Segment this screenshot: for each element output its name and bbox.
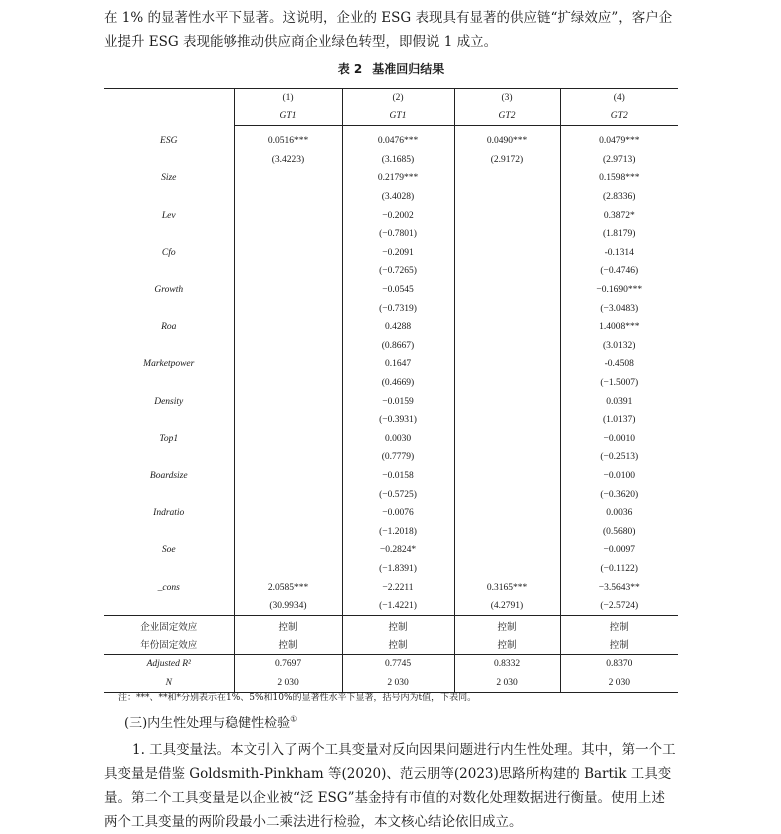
row-blank	[104, 485, 234, 504]
stat-value: 2 030	[342, 673, 454, 692]
coefficient	[234, 244, 342, 263]
coefficient: −0.2091	[342, 244, 454, 263]
table-row-tstat	[104, 262, 678, 281]
coefficient	[234, 281, 342, 300]
coefficient	[234, 206, 342, 225]
row-variable: ESG	[160, 136, 178, 147]
row-blank	[104, 522, 234, 541]
stat-value: 2 030	[454, 673, 560, 692]
t-value	[234, 299, 342, 318]
column-number: (4)	[560, 89, 678, 108]
t-value	[454, 225, 560, 244]
coefficient: 0.1647	[342, 355, 454, 374]
column-dependent-var: GT2	[454, 107, 560, 126]
coefficient	[234, 318, 342, 337]
table-row-tstat	[104, 560, 678, 579]
t-value	[454, 188, 560, 207]
table-row-tstat	[104, 299, 678, 318]
row-blank	[104, 597, 234, 616]
table-row	[104, 467, 678, 486]
fixed-effect-label: 企业固定效应	[104, 616, 234, 635]
t-value	[454, 448, 560, 467]
t-value: (3.1685)	[342, 151, 454, 170]
column-dependent-var: GT1	[234, 107, 342, 126]
coefficient	[454, 392, 560, 411]
t-value	[234, 337, 342, 356]
stat-value: 0.7745	[342, 654, 454, 673]
coefficient: 0.4288	[342, 318, 454, 337]
table-note: 注：***、**和*分别表示在1%、5%和10%的显著性水平下显著，括号内为t值，下表同。	[118, 693, 477, 703]
t-value	[454, 411, 560, 430]
t-value: (0.7779)	[342, 448, 454, 467]
coefficient	[454, 504, 560, 523]
coefficient: −0.0159	[342, 392, 454, 411]
t-value: (−1.5007)	[560, 374, 678, 393]
t-value: (3.0132)	[560, 337, 678, 356]
row-variable: Top1	[159, 433, 179, 444]
row-blank	[104, 448, 234, 467]
coefficient: −0.0010	[560, 430, 678, 449]
table-row	[104, 578, 678, 597]
row-variable: Growth	[154, 285, 184, 296]
header-row-numbers	[104, 89, 678, 108]
fixed-effect-label: 年份固定效应	[140, 641, 198, 652]
coefficient: −2.2211	[342, 578, 454, 597]
fixed-effect-row	[104, 616, 678, 635]
stat-value: 2 030	[234, 673, 342, 692]
table-row	[104, 430, 678, 449]
fixed-effect-value: 控制	[342, 616, 454, 635]
coefficient	[234, 355, 342, 374]
row-blank	[104, 225, 234, 244]
stat-value: 2 030	[560, 673, 678, 692]
table-row	[104, 318, 678, 337]
coefficient: −0.0076	[342, 504, 454, 523]
footnote-mark: ①	[290, 714, 298, 724]
t-value	[234, 225, 342, 244]
table-caption: 基准回归结果	[372, 62, 445, 76]
t-value: (−3.0483)	[560, 299, 678, 318]
table-row-tstat	[104, 188, 678, 207]
t-value: (−0.3620)	[560, 485, 678, 504]
fixed-effect-value: 控制	[454, 616, 560, 635]
table-row-tstat	[104, 597, 678, 616]
coefficient	[454, 467, 560, 486]
coefficient: 0.0036	[560, 504, 678, 523]
header-blank	[104, 89, 234, 108]
row-blank	[104, 299, 234, 318]
table-row	[104, 541, 678, 560]
t-value	[454, 560, 560, 579]
regression-table	[104, 88, 678, 693]
coefficient: 0.1598***	[560, 169, 678, 188]
coefficient: -0.4508	[560, 355, 678, 374]
coefficient: 0.0030	[342, 430, 454, 449]
table-row-tstat	[104, 485, 678, 504]
t-value: (−1.8391)	[342, 560, 454, 579]
coefficient	[454, 244, 560, 263]
t-value: (−0.4746)	[560, 262, 678, 281]
table-row-tstat	[104, 225, 678, 244]
t-value: (−0.2513)	[560, 448, 678, 467]
table-row-tstat	[104, 374, 678, 393]
coefficient: 0.3165***	[454, 578, 560, 597]
coefficient	[234, 169, 342, 188]
row-variable: Soe	[161, 545, 176, 556]
coefficient: 2.0585***	[234, 578, 342, 597]
table-row-tstat	[104, 522, 678, 541]
row-variable: Size	[161, 173, 177, 184]
t-value: (1.0137)	[560, 411, 678, 430]
t-value: (1.8179)	[560, 225, 678, 244]
row-variable: Boardsize	[149, 470, 188, 481]
t-value: (3.4028)	[342, 188, 454, 207]
row-blank	[104, 560, 234, 579]
coefficient: −0.2002	[342, 206, 454, 225]
table-row-tstat	[104, 448, 678, 467]
coefficient: −0.0545	[342, 281, 454, 300]
coefficient: 0.2179***	[342, 169, 454, 188]
stat-row	[104, 654, 678, 673]
coefficient	[454, 541, 560, 560]
column-number: (2)	[342, 89, 454, 108]
t-value: (30.9934)	[234, 597, 342, 616]
fixed-effect-value: 控制	[234, 616, 342, 635]
table-row-tstat	[104, 151, 678, 170]
coefficient	[454, 281, 560, 300]
t-value: (2.9713)	[560, 151, 678, 170]
fixed-effect-row	[104, 635, 678, 654]
row-variable: Cfo	[161, 247, 176, 258]
stat-value: 0.7697	[234, 654, 342, 673]
fixed-effect-value: 控制	[342, 635, 454, 654]
t-value: (−0.7319)	[342, 299, 454, 318]
t-value: (−0.1122)	[560, 560, 678, 579]
row-variable: Marketpower	[143, 359, 195, 370]
t-value: (−1.4221)	[342, 597, 454, 616]
header-blank	[104, 107, 234, 126]
t-value	[454, 374, 560, 393]
t-value: (−0.3931)	[342, 411, 454, 430]
row-variable: _cons	[157, 582, 180, 593]
t-value	[454, 262, 560, 281]
row-blank	[104, 337, 234, 356]
coefficient	[234, 430, 342, 449]
t-value	[234, 188, 342, 207]
coefficient: 0.0479***	[560, 126, 678, 151]
coefficient: -0.1314	[560, 244, 678, 263]
coefficient	[454, 169, 560, 188]
coefficient: −0.0100	[560, 467, 678, 486]
row-variable: Roa	[161, 322, 177, 333]
fixed-effect-value: 控制	[560, 616, 678, 635]
row-blank	[104, 151, 234, 170]
t-value: (0.5680)	[560, 522, 678, 541]
row-blank	[104, 374, 234, 393]
section-heading	[124, 712, 297, 731]
column-dependent-var: GT1	[342, 107, 454, 126]
intro-paragraph: 在 1% 的显著性水平下显著。这说明，企业的 ESG 表现具有显著的供应链“扩绿效应”，客户企业提升 ESG 表现能够推动供应商企业绿色转型，即假说 1 成立。	[104, 10, 673, 50]
fixed-effect-value: 控制	[234, 635, 342, 654]
table-title	[104, 60, 678, 77]
table-row	[104, 355, 678, 374]
stat-label: N	[104, 673, 234, 692]
t-value	[454, 522, 560, 541]
table-row	[104, 392, 678, 411]
t-value: (0.4669)	[342, 374, 454, 393]
t-value: (−2.5724)	[560, 597, 678, 616]
table-row	[104, 169, 678, 188]
t-value	[234, 262, 342, 281]
t-value	[454, 299, 560, 318]
stat-label: Adjusted R²	[104, 654, 234, 673]
table-row-tstat	[104, 411, 678, 430]
coefficient	[234, 541, 342, 560]
t-value: (−0.7265)	[342, 262, 454, 281]
coefficient	[454, 318, 560, 337]
t-value: (−0.5725)	[342, 485, 454, 504]
t-value	[454, 485, 560, 504]
coefficient: −0.1690***	[560, 281, 678, 300]
coefficient: 1.4008***	[560, 318, 678, 337]
coefficient	[454, 206, 560, 225]
table-row-tstat	[104, 337, 678, 356]
row-blank	[104, 411, 234, 430]
coefficient: 0.0391	[560, 392, 678, 411]
row-variable: Lev	[161, 210, 176, 221]
coefficient	[234, 467, 342, 486]
table-number: 表 2	[337, 62, 363, 76]
table-row	[104, 126, 678, 151]
table-row	[104, 504, 678, 523]
row-variable: Indratio	[153, 508, 185, 519]
column-dependent-var: GT2	[560, 107, 678, 126]
coefficient	[234, 504, 342, 523]
fixed-effect-value: 控制	[454, 635, 560, 654]
column-number: (3)	[454, 89, 560, 108]
section-paragraph: 1. 工具变量法。本文引入了两个工具变量对反向因果问题进行内生性处理。其中，第一个工具变量是借鉴 Goldsmith-Pinkham 等(2020)、范云朋等(2023)思路所构建的 Bartik 工具变量。第二个工具变量是以企业被“泛 ESG”基金持有市值的对数化处理数据进行衡量。使用上述两个工具变量的两阶段最小二乘法进行检验，本文核心结论依旧成立。	[104, 742, 676, 830]
section-heading-text: (三)内生性处理与稳健性检验	[124, 716, 291, 731]
t-value: (4.2791)	[454, 597, 560, 616]
coefficient: −0.2824*	[342, 541, 454, 560]
coefficient: 0.0516***	[234, 126, 342, 151]
stat-value: 0.8370	[560, 654, 678, 673]
coefficient	[454, 355, 560, 374]
t-value	[234, 522, 342, 541]
coefficient	[234, 392, 342, 411]
coefficient: −0.0097	[560, 541, 678, 560]
t-value	[234, 374, 342, 393]
row-blank	[104, 188, 234, 207]
row-blank	[104, 262, 234, 281]
t-value: (−1.2018)	[342, 522, 454, 541]
column-number: (1)	[234, 89, 342, 108]
coefficient: 0.0490***	[454, 126, 560, 151]
t-value	[454, 337, 560, 356]
t-value: (−0.7801)	[342, 225, 454, 244]
coefficient: −3.5643**	[560, 578, 678, 597]
table-row	[104, 206, 678, 225]
header-row-dv	[104, 107, 678, 126]
table-row	[104, 281, 678, 300]
stat-value: 0.8332	[454, 654, 560, 673]
table-row	[104, 244, 678, 263]
coefficient: 0.0476***	[342, 126, 454, 151]
t-value: (2.9172)	[454, 151, 560, 170]
t-value	[234, 411, 342, 430]
row-variable: Density	[154, 396, 184, 407]
t-value	[234, 448, 342, 467]
t-value: (3.4223)	[234, 151, 342, 170]
coefficient	[454, 430, 560, 449]
coefficient: 0.3872*	[560, 206, 678, 225]
t-value	[234, 560, 342, 579]
coefficient: −0.0158	[342, 467, 454, 486]
t-value	[234, 485, 342, 504]
fixed-effect-value: 控制	[560, 635, 678, 654]
t-value: (2.8336)	[560, 188, 678, 207]
t-value: (0.8667)	[342, 337, 454, 356]
